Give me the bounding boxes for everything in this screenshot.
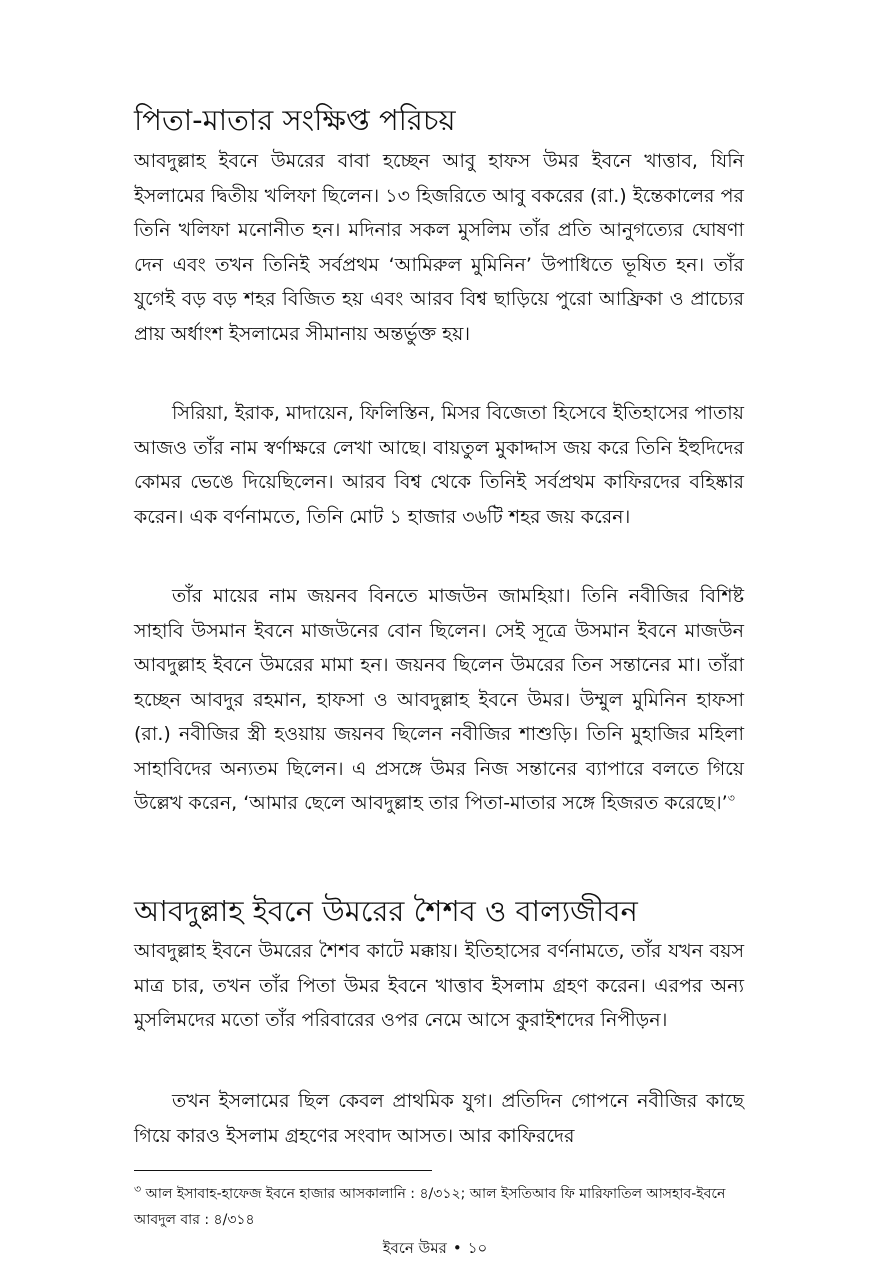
footnote xyxy=(134,1181,744,1233)
section-heading: পিতা-মাতার সংক্ষিপ্ত পরিচয় xyxy=(134,103,456,137)
footnote-reference[interactable]: ৩ xyxy=(727,791,735,805)
footer-separator: • xyxy=(452,1239,462,1257)
page-footer xyxy=(0,1238,870,1258)
footnote-divider xyxy=(134,1170,432,1171)
paragraph: আবদুল্লাহ ইবনে উমরের শৈশব কাটে মক্কায়। ইতিহাসের বর্ণনামতে, তাঁর যখন বয়স মাত্র চার, তখন তাঁর পিতা উমর ইবনে খাত্তাব ইসলাম গ্রহণ করেন। এরপর অন্য মুসলিমদের মতো তাঁর পরিবারের ওপর নেমে আসে কুরাইশদের নিপীড়ন। xyxy=(134,940,744,1031)
page-number: ১০ xyxy=(467,1239,488,1257)
paragraph xyxy=(134,579,744,821)
section-heading: আবদুল্লাহ ইবনে উমরের শৈশব ও বাল্যজীবন xyxy=(134,894,638,928)
footnote-marker: ৩ xyxy=(134,1182,142,1196)
paragraph-text: তাঁর মায়ের নাম জয়নব বিনতে মাজউন জামহিয়া। তিনি নবীজির বিশিষ্ট সাহাবি উসমান ইবনে মাজউনের বোন ছিলেন। সেই সূত্রে উসমান ইবনে মাজউন আবদুল্লাহ ইবনে উমরের মামা হন। জয়নব ছিলেন উমরের তিন সন্তানের মা। তাঁরা হচ্ছেন আবদুর রহমান, হাফসা ও আবদুল্লাহ ইবনে উমর। উম্মুল মুমিনিন হাফসা (রা.) নবীজির স্ত্রী হওয়ায় জয়নব ছিলেন নবীজির শাশুড়ি। তিনি মুহাজির মহিলা সাহাবিদের অন্যতম ছিলেন। এ প্রসঙ্গে উমর নিজ সন্তানের ব্যাপারে বলতে গিয়ে উল্লেখ করেন, ‘আমার ছেলে আবদুল্লাহ তার পিতা-মাতার সঙ্গে হিজরত করেছে।’ xyxy=(134,585,744,814)
footnote-text: আল ইসাবাহ-হাফেজ ইবনে হাজার আসকালানি : ৪/৩১২; আল ইসতিআব ফি মারিফাতিল আসহাব-ইবনে আবদুল বার : ৪/৩১৪ xyxy=(134,1186,726,1228)
paragraph: তখন ইসলামের ছিল কেবল প্রাথমিক যুগ। প্রতিদিন গোপনে নবীজির কাছে গিয়ে কারও ইসলাম গ্রহণের সংবাদ আসত। আর কাফিরদের xyxy=(134,1090,744,1147)
paragraph: সিরিয়া, ইরাক, মাদায়েন, ফিলিস্তিন, মিসর বিজেতা হিসেবে ইতিহাসের পাতায় আজও তাঁর নাম স্বর্ণাক্ষরে লেখা আছে। বায়তুল মুকাদ্দাস জয় করে তিনি ইহুদিদের কোমর ভেঙে দিয়েছিলেন। আরব বিশ্ব থেকে তিনিই সর্বপ্রথম কাফিরদের বহিষ্কার করেন। এক বর্ণনামতে, তিনি মোট ১ হাজার ৩৬টি শহর জয় করেন। xyxy=(134,402,744,528)
running-title: ইবনে উমর xyxy=(382,1239,447,1257)
paragraph: আবদুল্লাহ ইবনে উমরের বাবা হচ্ছেন আবু হাফস উমর ইবনে খাত্তাব, যিনি ইসলামের দ্বিতীয় খলিফা ছিলেন। ১৩ হিজরিতে আবু বকরের (রা.) ইন্তেকালের পর তিনি খলিফা মনোনীত হন। মদিনার সকল মুসলিম তাঁর প্রতি আনুগত্যের ঘোষণা দেন এবং তখন তিনিই সর্বপ্রথম ‘আমিরুল মুমিনিন’ উপাধিতে ভূষিত হন। তাঁর যুগেই বড় বড় শহর বিজিত হয় এবং আরব বিশ্ব ছাড়িয়ে পুরো আফ্রিকা ও প্রাচ্যের প্রায় অর্ধাংশ ইসলামের সীমানায় অন্তর্ভুক্ত হয়। xyxy=(134,150,744,345)
